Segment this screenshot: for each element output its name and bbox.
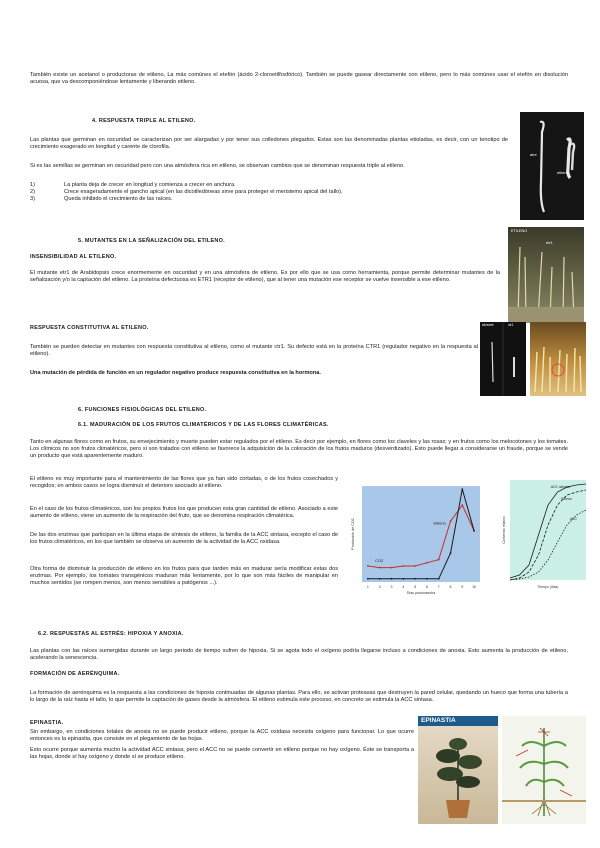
- data-point: [438, 559, 440, 561]
- list-item: 2) Crece exageradamente el gancho apical (en las dicotiledóneas sirve para proteger el meristemo apical del tallo).: [30, 189, 343, 196]
- photo-label-etileno: etileno: [557, 170, 569, 175]
- data-point: [438, 578, 440, 580]
- section-6-paragraph-5: Otra forma de disminuir la producción de etileno en los frutos para que tarden más en madurar sería modificar estas dos enzimas. Por ejemplo, los tomates transgénicos maduran más lentamente, por lo que son más fáciles de manipular en muchos sentidos (se rompen menos, son menos sensibles a patógenos ...).: [30, 566, 338, 587]
- section-6-paragraph-9: Esto ocurre porque aumenta mucho la actividad ACC sintasa, pero el ACC no se puede convertir en etileno porque no hay oxígeno. Éste se transporta a las hojas, donde sí hay oxígeno y donde sí se produce etileno.: [30, 747, 414, 761]
- x-axis-label: Tiempo (días): [537, 585, 559, 589]
- data-point: [367, 565, 369, 567]
- ctr1-photo-right: [530, 322, 586, 396]
- data-point: [414, 565, 416, 567]
- ctr1-photo-left: [480, 322, 526, 396]
- data-point: [414, 578, 416, 580]
- list-item: 1) La planta deja de crecer en longitud y comienza a crecer en anchura.: [30, 182, 236, 188]
- climacteric-chart: [348, 480, 498, 598]
- photo-label-silvestre: silvestre: [482, 323, 494, 327]
- photo-label-etr1: etr1: [546, 240, 553, 245]
- section-6-paragraph-1: Tanto en algunas flores como en frutos, su envejecimiento y muerte pueden estar regulados por el etileno. Es decir por ejemplo, en flores como los claveles y las rosas; y en frutos como los melocotones y los tomates. Los clímicos no son frutos climatéricos, pero si son tratados con etileno se favorece la adquisición de la coloración de los frutos maduros (desverdizado). Esto puede llegar a considerarse un fraude, porque se vende un producto que está aparentemente maduro.: [30, 439, 568, 460]
- x-tick-label: 6: [425, 585, 428, 589]
- triple-response-photo: [520, 112, 584, 220]
- plant-diagram-image: [502, 716, 586, 824]
- epinasty-heading: EPINASTIA.: [30, 720, 64, 726]
- x-tick-label: 9: [461, 585, 464, 589]
- epinasty-photo: [418, 716, 498, 824]
- y-axis-label: Contenido relativo: [502, 516, 506, 544]
- x-tick-label: 8: [449, 585, 452, 589]
- series-label-etileno: Etileno: [433, 520, 446, 526]
- series-label-etileno: Etileno: [561, 497, 572, 501]
- intro-paragraph: También existe un acetanol o productoras de etileno, La más comúnes el etefón (ácido 2-cloroetilfosfórico). También se puede gasear directamente con etileno, pero lo más comúnes usar el etefón en disolución acuosa, que va descomponiéndose lentamente y liberando etileno.: [30, 72, 568, 86]
- data-point: [379, 578, 381, 580]
- section-5-subheading-2: RESPUESTA CONSTITUTIVA AL ETILENO.: [30, 325, 149, 331]
- section-4-paragraph-2: Si es las semillas se germinan en oscuridad pero con una atmósfera rica en etileno, se observan cambios que se denominan respuesta triple al etileno.: [30, 163, 405, 169]
- ctr1-seedlings-dark-image: [480, 322, 526, 396]
- x-tick-label: 2: [378, 585, 381, 589]
- series-label-acc: ACC: [569, 517, 578, 521]
- section-5-paragraph-2: También se pueden detectar en mutantes con respuesta constitutiva al etileno, como el mutante ctr1. Su defecto está en la proteína CTR1 (regulador negativo en la respuesta al etileno).: [30, 344, 478, 358]
- data-point: [450, 552, 452, 554]
- data-point: [402, 578, 404, 580]
- x-tick-label: 1: [366, 585, 369, 589]
- data-point: [426, 562, 428, 564]
- etr1-photo: [508, 227, 584, 323]
- y-axis-label: Producción de CO2: [351, 518, 355, 550]
- data-point: [450, 520, 452, 522]
- acc-synthase-chart: [500, 476, 588, 598]
- x-tick-label: 3: [390, 585, 393, 589]
- section-6-2-heading: 6.2. RESPUESTAS AL ESTRÉS: HIPOXIA Y ANOXIA.: [38, 631, 184, 637]
- data-point: [402, 565, 404, 567]
- section-6-paragraph-4: De las dos enzimas que participan en la última etapa de síntesis de etileno, la familia de la ACC sintasa, excepto el caso de los frutos climatéricos, en los que también se observa un aumento de la actividad de la ACC oxidasa.: [30, 532, 338, 546]
- section-6-heading: 6. FUNCIONES FISIOLÓGICAS DEL ETILENO.: [78, 407, 207, 413]
- section-5-paragraph-1: El mutante etr1 de Arabidopsis crece enormemente en oscuridad y en una atmósfera de etileno. Es por ello que se usa como herramienta, porque permite determinar mutantes de la señalización y/o la captación del etileno. La proteína defectuosa es ETR1 (receptor de etileno), que al tener una mutación ese receptor se vuelve insensible a ese etileno.: [30, 270, 500, 284]
- section-6-paragraph-6: Las plantas con las raíces sumergidas durante un largo periodo de tiempo sufren de hipoxia. Si se agota todo el oxígeno podría llegarse incluso a condiciones de anoxia. Esto aumenta la producción de etileno, acelerando la senescencia.: [30, 648, 568, 662]
- section-6-paragraph-7: La formación de aerénquima es la respuesta a las condiciones de hipoxia continuadas de algunas plantas. Para ello, se activan proteasas que destruyen la pared celular, quedando un hueco que forma una tubería a lo largo de la raíz hasta el tallo, lo que permite la captación de gases desde la atmósfera. El etileno estimula este proceso, en concreto se estimula la ACC sintasa.: [30, 690, 568, 704]
- seedlings-image: [520, 112, 584, 220]
- section-5-heading: 5. MUTANTES EN LA SEÑALIZACIÓN DEL ETILENO.: [78, 238, 225, 244]
- photo-label-etileno-2: ETILENO: [511, 229, 528, 233]
- section-4-paragraph-1: Las plantas que germinan en oscuridad se caracterizan por ser alargadas y por tener sus colledones plegados. Estas son las denominadas plantas etioladas, es decir, con un tenotipo de crecimiento exagerado en longitud y carente de clorofila.: [30, 137, 508, 151]
- data-point: [379, 567, 381, 569]
- aerenchyma-heading: FORMACIÓN DE AERÉNQUIMA.: [30, 671, 120, 677]
- data-point: [367, 578, 369, 580]
- section-6-paragraph-2: El etileno es muy importante para el mantenimiento de las flores que ya han sido cortadas, o de los frutos cosechados y recogidos; en ambos casos se logra disminuir el deterioro asociado al etileno.: [30, 476, 338, 490]
- data-point: [426, 578, 428, 580]
- series-label-co2: CO2: [374, 558, 384, 563]
- list-item: 3) Queda inhibido el crecimiento de las raíces.: [30, 196, 173, 203]
- section-5-paragraph-3: Una mutación de pérdida de función en un regulador negativo produce respuesta constitutiva en la hormona.: [30, 370, 321, 376]
- section-6-paragraph-8: Sin embargo, en condiciones totales de anoxia no se puede producir etileno, porque la ACC oxidasa necesita oxígeno para funcionar. Lo que ocurre entonces es la epinastia, que consiste en el plegamiento de las hojas.: [30, 729, 414, 743]
- triple-response-list: [30, 182, 450, 203]
- data-point: [461, 504, 463, 506]
- data-point: [461, 488, 463, 490]
- data-point: [473, 530, 475, 532]
- aerenchyma-diagram: [502, 716, 586, 824]
- epinasty-plant-image: [418, 716, 498, 824]
- section-6-paragraph-3: En el caso de los frutos climatéricos, son los propios frutos los que producen esta gran cantidad de etileno. Asociado a este aumento de etileno, viene un aumento de la respiración del fruto, que se denomina respiración climatérica.: [30, 506, 338, 520]
- photo-label-ctr1: ctr1: [508, 323, 514, 327]
- section-6-1-heading: 6.1. MADURACIÓN DE LOS FRUTOS CLIMATÉRICOS Y DE LAS FLORES CLIMATÉRICAS.: [78, 422, 329, 428]
- data-point: [391, 578, 393, 580]
- series-label-acc-sintasa: ACC sintasa: [550, 485, 570, 489]
- photo-label-aire: aire: [530, 152, 537, 157]
- ctr1-seedlings-bright-image: [530, 322, 586, 396]
- x-axis-label: Días postcosecha: [406, 591, 436, 595]
- data-point: [391, 567, 393, 569]
- epinasty-label: EPINASTIA: [421, 717, 456, 724]
- x-tick-label: 5: [414, 585, 417, 589]
- section-5-subheading: INSENSIBILIDAD AL ETILENO.: [30, 254, 117, 260]
- x-tick-label: 7: [437, 585, 440, 589]
- plot-background: [510, 480, 586, 580]
- x-tick-label: 10: [472, 585, 477, 589]
- x-tick-label: 4: [402, 585, 405, 589]
- section-4-heading: 4. RESPUESTA TRIPLE AL ETILENO.: [92, 118, 196, 124]
